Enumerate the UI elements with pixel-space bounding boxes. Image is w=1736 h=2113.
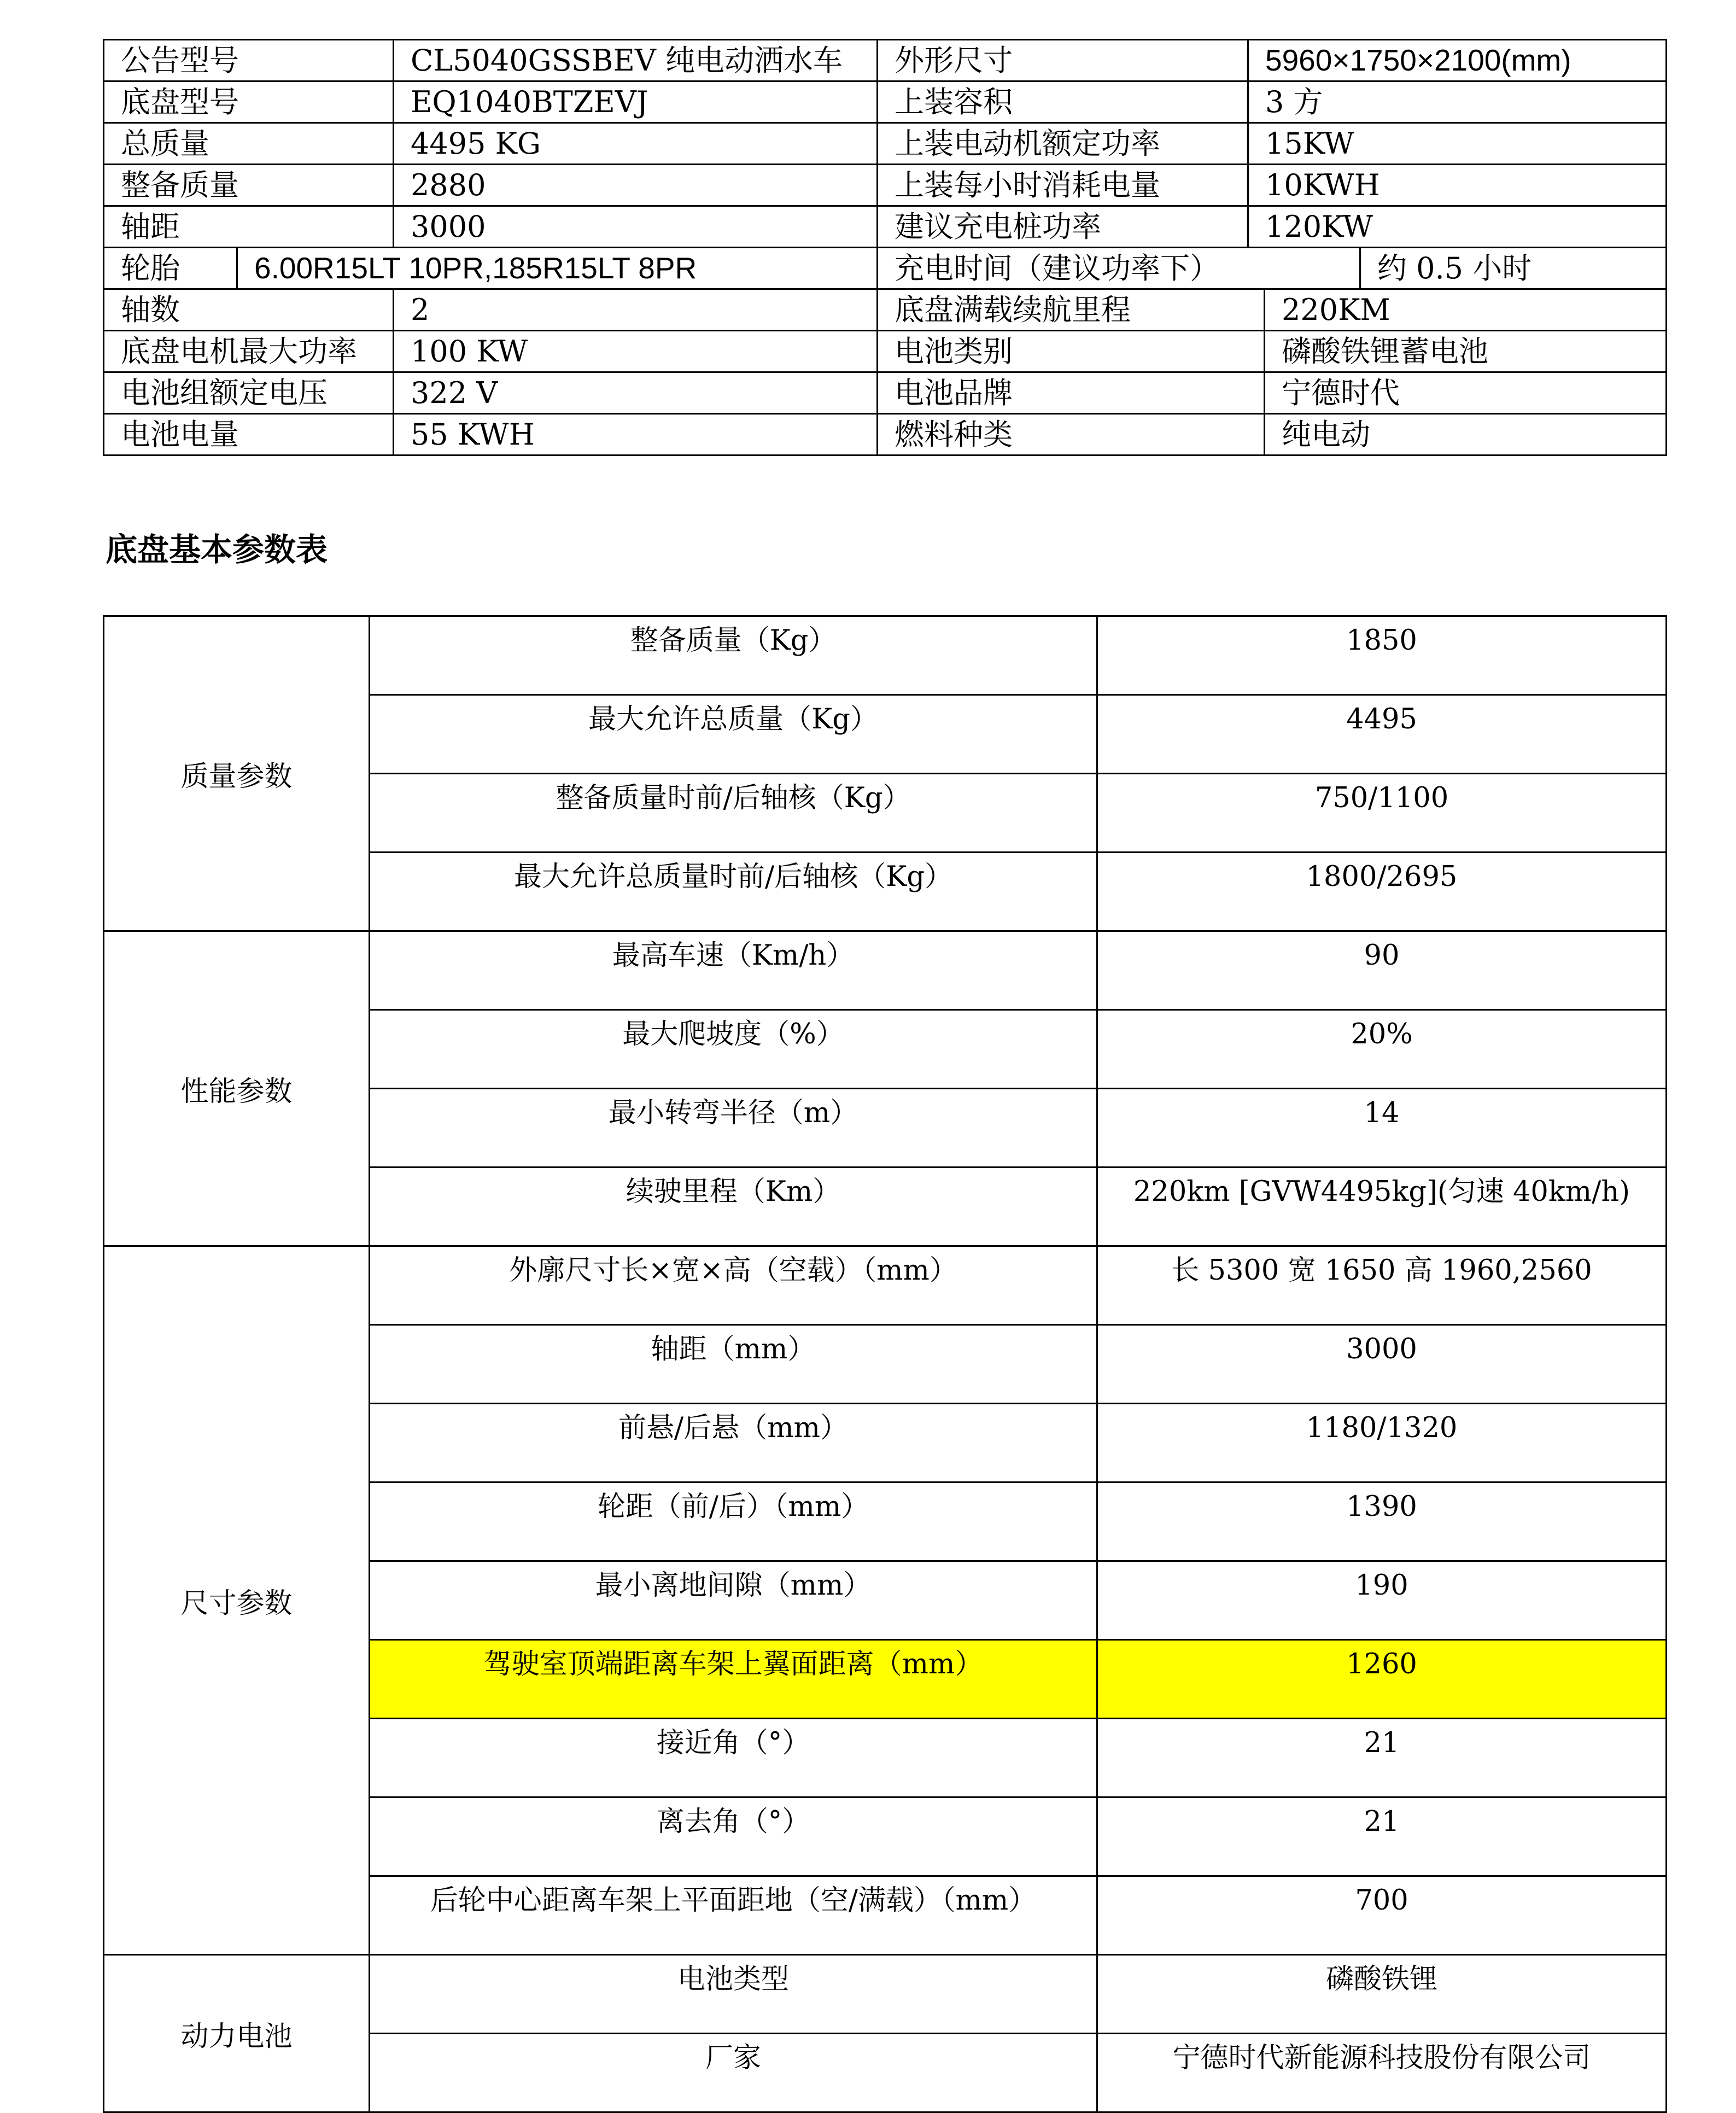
param-name: 前悬/后悬（mm） bbox=[370, 1404, 1097, 1482]
spec-row bbox=[104, 81, 1667, 123]
group-label: 质量参数 bbox=[104, 616, 370, 931]
spec-label: 底盘满载续航里程 bbox=[878, 289, 1265, 331]
section-title: 底盘基本参数表 bbox=[106, 531, 328, 568]
spec-value: 322 V bbox=[394, 372, 878, 414]
spec-label: 底盘电机最大功率 bbox=[104, 331, 394, 372]
spec-label: 总质量 bbox=[104, 123, 394, 165]
spec-label: 充电时间（建议功率下） bbox=[878, 248, 1360, 289]
spec-row bbox=[104, 206, 1667, 248]
param-value: 1260 bbox=[1097, 1640, 1667, 1719]
spec-value: 2 bbox=[394, 289, 878, 331]
spec-row bbox=[104, 248, 1667, 289]
spec-row bbox=[104, 289, 1667, 331]
param-value: 750/1100 bbox=[1097, 774, 1667, 853]
spec-label: 电池类别 bbox=[878, 331, 1265, 372]
param-name: 整备质量（Kg） bbox=[370, 616, 1097, 695]
spec-value: EQ1040BTZEVJ bbox=[394, 81, 878, 123]
spec-row bbox=[104, 165, 1667, 206]
param-name: 轴距（mm） bbox=[370, 1325, 1097, 1404]
param-value: 90 bbox=[1097, 931, 1667, 1010]
param-name: 最大允许总质量时前/后轴核（Kg） bbox=[370, 853, 1097, 931]
spec-row bbox=[104, 123, 1667, 165]
table-row bbox=[104, 616, 1667, 695]
param-value: 700 bbox=[1097, 1876, 1667, 1955]
spec-label: 上装容积 bbox=[878, 81, 1248, 123]
spec-row bbox=[104, 40, 1667, 81]
param-name: 最小转弯半径（m） bbox=[370, 1089, 1097, 1168]
param-value: 宁德时代新能源科技股份有限公司 bbox=[1097, 2034, 1667, 2112]
param-value: 190 bbox=[1097, 1561, 1667, 1640]
spec-row bbox=[104, 331, 1667, 372]
param-value: 1180/1320 bbox=[1097, 1404, 1667, 1482]
spec-row bbox=[104, 414, 1667, 456]
param-value: 20% bbox=[1097, 1010, 1667, 1089]
param-name: 厂家 bbox=[370, 2034, 1097, 2112]
spec-label: 建议充电桩功率 bbox=[878, 206, 1248, 248]
table-row bbox=[104, 1955, 1667, 2034]
spec-label: 上装每小时消耗电量 bbox=[878, 165, 1248, 206]
spec-label: 轴距 bbox=[104, 206, 394, 248]
spec-label: 上装电动机额定功率 bbox=[878, 123, 1248, 165]
table-row bbox=[104, 1246, 1667, 1325]
param-name: 轮距（前/后）（mm） bbox=[370, 1482, 1097, 1561]
param-value: 4495 bbox=[1097, 695, 1667, 774]
spec-label: 电池品牌 bbox=[878, 372, 1265, 414]
spec-value: 磷酸铁锂蓄电池 bbox=[1265, 331, 1667, 372]
spec-label: 外形尺寸 bbox=[878, 40, 1248, 81]
spec-value: 3000 bbox=[394, 206, 878, 248]
param-value: 220km [GVW4495kg](匀速 40km/h) bbox=[1097, 1168, 1667, 1246]
spec-value: 120KW bbox=[1248, 206, 1667, 248]
spec-row bbox=[104, 372, 1667, 414]
spec-value: 5960×1750×2100(mm) bbox=[1248, 40, 1667, 81]
param-value: 21 bbox=[1097, 1719, 1667, 1797]
spec-value: 220KM bbox=[1265, 289, 1667, 331]
spec-label: 燃料种类 bbox=[878, 414, 1265, 456]
param-value: 1390 bbox=[1097, 1482, 1667, 1561]
param-name: 离去角（°） bbox=[370, 1797, 1097, 1876]
param-name: 外廓尺寸长×宽×高（空载）（mm） bbox=[370, 1246, 1097, 1325]
param-value: 14 bbox=[1097, 1089, 1667, 1168]
spec-label: 轮胎 bbox=[104, 248, 237, 289]
param-name: 接近角（°） bbox=[370, 1719, 1097, 1797]
vehicle-spec-table bbox=[103, 39, 1667, 456]
spec-value: 4495 KG bbox=[394, 123, 878, 165]
param-name: 最小离地间隙（mm） bbox=[370, 1561, 1097, 1640]
param-value: 21 bbox=[1097, 1797, 1667, 1876]
spec-value: 约 0.5 小时 bbox=[1360, 248, 1667, 289]
chassis-params-table bbox=[103, 615, 1667, 2113]
param-name: 驾驶室顶端距离车架上翼面距离（mm） bbox=[370, 1640, 1097, 1719]
table-row bbox=[104, 931, 1667, 1010]
spec-label: 公告型号 bbox=[104, 40, 394, 81]
spec-label: 整备质量 bbox=[104, 165, 394, 206]
group-label: 性能参数 bbox=[104, 931, 370, 1246]
param-name: 整备质量时前/后轴核（Kg） bbox=[370, 774, 1097, 853]
spec-value: 6.00R15LT 10PR,185R15LT 8PR bbox=[237, 248, 878, 289]
spec-value: 15KW bbox=[1248, 123, 1667, 165]
param-name: 续驶里程（Km） bbox=[370, 1168, 1097, 1246]
spec-value: 2880 bbox=[394, 165, 878, 206]
spec-label: 电池电量 bbox=[104, 414, 394, 456]
param-name: 最大爬坡度（%） bbox=[370, 1010, 1097, 1089]
spec-value: 55 KWH bbox=[394, 414, 878, 456]
spec-value: 纯电动 bbox=[1265, 414, 1667, 456]
spec-value: 宁德时代 bbox=[1265, 372, 1667, 414]
spec-label: 底盘型号 bbox=[104, 81, 394, 123]
param-value: 长 5300 宽 1650 高 1960,2560 bbox=[1097, 1246, 1667, 1325]
param-name: 最高车速（Km/h） bbox=[370, 931, 1097, 1010]
group-label: 尺寸参数 bbox=[104, 1246, 370, 1955]
param-value: 1800/2695 bbox=[1097, 853, 1667, 931]
spec-value: 3 方 bbox=[1248, 81, 1667, 123]
param-name: 最大允许总质量（Kg） bbox=[370, 695, 1097, 774]
spec-value: CL5040GSSBEV 纯电动洒水车 bbox=[394, 40, 878, 81]
param-value: 3000 bbox=[1097, 1325, 1667, 1404]
group-label: 动力电池 bbox=[104, 1955, 370, 2112]
param-value: 1850 bbox=[1097, 616, 1667, 695]
spec-value: 10KWH bbox=[1248, 165, 1667, 206]
spec-value: 100 KW bbox=[394, 331, 878, 372]
param-value: 磷酸铁锂 bbox=[1097, 1955, 1667, 2034]
spec-label: 轴数 bbox=[104, 289, 394, 331]
param-name: 后轮中心距离车架上平面距地（空/满载）（mm） bbox=[370, 1876, 1097, 1955]
spec-label: 电池组额定电压 bbox=[104, 372, 394, 414]
param-name: 电池类型 bbox=[370, 1955, 1097, 2034]
